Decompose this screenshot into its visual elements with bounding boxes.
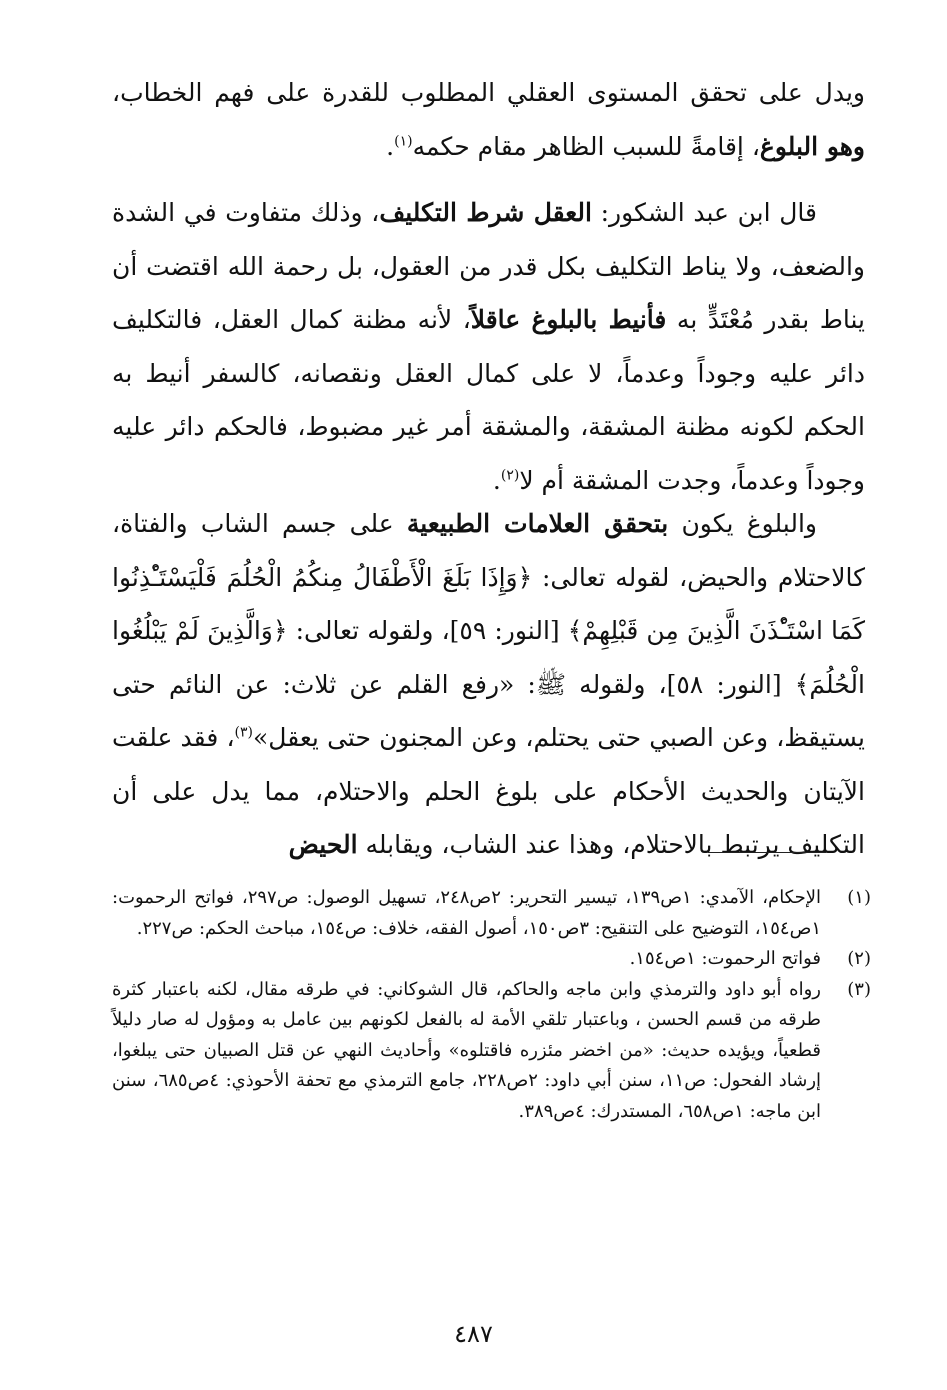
footnote-ref-3[interactable]: (٣)	[234, 724, 253, 741]
paragraph-2-text-cont: ، وذلك متفاوت في الشدة والضعف، ولا يناط التكليف بكل قدر من العقول، بل رحمة الله اقتضت أن يناط بقدر مُعْتَدٍّ به	[112, 198, 865, 334]
bold-term-reason-condition: العقل شرط التكليف	[379, 198, 592, 227]
paragraph-2	[112, 186, 865, 507]
bold-term-puberty-sane: فأنيط بالبلوغ عاقلاً	[470, 305, 667, 334]
footnote-2-text: فواتح الرحموت: ١ص١٥٤.	[629, 948, 821, 969]
footnote-2-number: (٢)	[847, 948, 871, 969]
paragraph-2-text: قال ابن عبد الشكور:	[591, 198, 817, 227]
paragraph-1-end: .	[386, 131, 395, 161]
footnote-ref-2[interactable]: (٢)	[500, 467, 520, 484]
paragraph-1-text-cont: ، إقامةً للسبب الظاهر مقام حكمه	[412, 131, 760, 161]
bold-term-natural-signs: بتحقق العلامات الطبيعية	[406, 509, 669, 538]
paragraph-3-text-quotes: على جسم الشاب والفتاة، كالاحتلام والحيض، لقوله تعالى: ﴿وَإِذَا بَلَغَ الْأَطْفَالُ مِنكُمُ الْحُلُمَ فَلْيَسْتَـْٔذِنُوا كَمَا اسْتَـْٔذَنَ الَّذِينَ مِن قَبْلِهِمْ﴾ [النور: ٥٩]، ولقوله تعالى: ﴿وَالَّذِينَ لَمْ يَبْلُغُوا الْحُلُمَ﴾ [النور: ٥٨]، ولقوله ﷺ: «رفع القلم عن ثلاث: عن النائم حتى يستيقظ، وعن الصبي حتى يحتلم، وعن المجنون حتى يعقل»	[112, 509, 865, 752]
footnote-separator	[708, 852, 826, 853]
bold-term-menstruation: الحيض	[288, 830, 358, 859]
paragraph-3-text: والبلوغ يكون	[668, 509, 817, 538]
paragraph-2-text-rest: ، لأنه مظنة كمال العقل، فالتكليف دائر عليه وجوداً وعدماً، لا على كمال العقل ونقصانه، كالسفر أنيط به الحكم لكونه مظنة المشقة، والمشقة أمر غير مضبوط، فالحكم دائر عليه وجوداً وعدماً، وجدت المشقة أم لا	[112, 305, 865, 495]
footnote-3	[112, 975, 871, 1128]
page-number: ٤٨٧	[454, 1320, 493, 1348]
footnote-3-text: رواه أبو داود والترمذي وابن ماجه والحاكم، قال الشوكاني: في طرقه مقال، لكنه باعتبار كثرة طرقه من قسم الحسن ، وباعتبار تلقي الأمة له بالفعل لكونهم بين عامل به ومؤول له صار دليلاً قطعياً، ويؤيده حديث: «من اخضر مئزره فاقتلوه» وأحاديث النهي عن قتل الصبيان حتى يبلغوا، إرشاد الفحول: ص١١، سنن أبي داود: ٢ص٢٢٨، جامع الترمذي مع تحفة الأحوذي: ٤ص٦٨٥، سنن ابن ماجه: ١ص٦٥٨، المستدرك: ٤ص٣٨٩.	[112, 978, 822, 1122]
paragraph-3	[112, 497, 865, 872]
paragraph-2-end: .	[492, 465, 501, 495]
paragraph-3-text-rest: ، فقد علقت الآيتان والحديث الأحكام على بلوغ الحلم والاحتلام، مما يدل على أن التكليف يرتبط بالاحتلام، وهذا عند الشاب، ويقابله	[112, 723, 865, 859]
footnote-ref-1[interactable]: (١)	[394, 133, 413, 150]
footnote-1	[112, 883, 871, 944]
footnote-2	[112, 944, 871, 975]
footnotes-list	[112, 883, 871, 1127]
paragraph-1-text: ويدل على تحقق المستوى العقلي المطلوب للقدرة على فهم الخطاب،	[112, 78, 865, 107]
footnote-1-number: (١)	[847, 887, 871, 908]
footnote-1-text: الإحكام، الآمدي: ١ص١٣٩، تيسير التحرير: ٢ص٢٤٨، تسهيل الوصول: ص٢٩٧، فواتح الرحموت: ١ص١٥٤، التوضيح على التنقيح: ٣ص١٥٠، أصول الفقه، خلاف: ص١٥٤، مباحث الحكم: ص٢٢٧.	[112, 887, 822, 939]
paragraph-1	[112, 66, 865, 173]
bold-term-puberty: وهو البلوغ	[759, 131, 865, 161]
footnote-3-number: (٣)	[847, 978, 871, 1000]
